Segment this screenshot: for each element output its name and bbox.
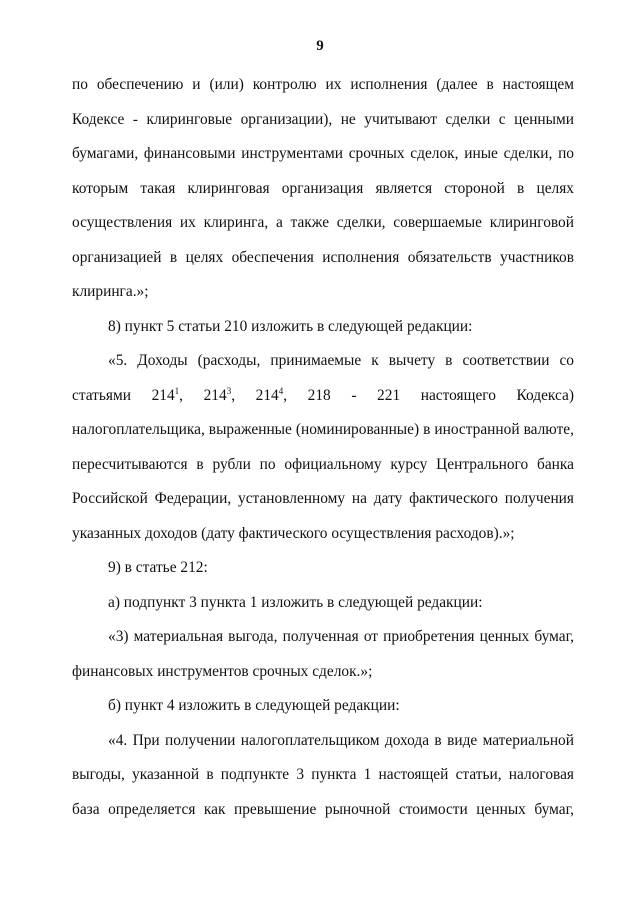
paragraph-subitem-b: б) пункт 4 изложить в следующей редакции: bbox=[108, 697, 400, 714]
paragraph-subitem-a: а) подпункт 3 пункта 1 изложить в следующей редакции: bbox=[108, 593, 483, 611]
paragraph-material-benefit: «3) материальная выгода, полученная от приобретения ценных бумаг, финансовых инструментов срочных сделок.»; bbox=[72, 628, 574, 680]
text-segment: , 214 bbox=[179, 386, 227, 404]
page-number: 9 bbox=[316, 38, 324, 54]
paragraph-continuation: по обеспечению и (или) контролю их исполнения (далее в настоящем Кодексе - клиринговые организации), не учитывают сделки с ценными бумагами, финансовыми инструментами срочных сделок, иные сделки, по которым такая клиринговая организация является стороной в целях осуществления их клиринга, а также сделки, совершаемые клиринговой организацией в целях обеспечения исполнения обязательств участников клиринга.»; bbox=[72, 76, 574, 300]
paragraph-item-9: 9) в статье 212: bbox=[108, 559, 208, 576]
paragraph-item-8: 8) пункт 5 статьи 210 изложить в следующей редакции: bbox=[108, 317, 473, 335]
superscript: 3 bbox=[226, 385, 232, 396]
text-segment: , 214 bbox=[231, 386, 279, 404]
superscript: 4 bbox=[278, 385, 284, 396]
text-segment: «5. Доходы (расходы, принимаемые к вычету в соответствии со статьями 214 bbox=[72, 352, 574, 404]
paragraph-point-4: «4. При получении налогоплательщиком дохода в виде материальной выгоды, указанной в подпункте 3 пункта 1 настоящей статьи, налоговая база определяется как превышение рыночной стоимости ценных бумаг, bbox=[72, 731, 574, 818]
text-segment: , 218 - 221 настоящего Кодекса) налогоплательщика, выраженные (номинированные) в иностранной валюте, пересчитываются в рубли по официальному курсу Центрального банка Российской Федерации, установленному на дату фактического получения указанных доходов (дату фактического осуществления расходов).»; bbox=[72, 386, 575, 542]
superscript: 1 bbox=[174, 385, 180, 396]
paragraph-article-210-point-5 bbox=[72, 344, 574, 551]
document-body bbox=[72, 68, 574, 827]
